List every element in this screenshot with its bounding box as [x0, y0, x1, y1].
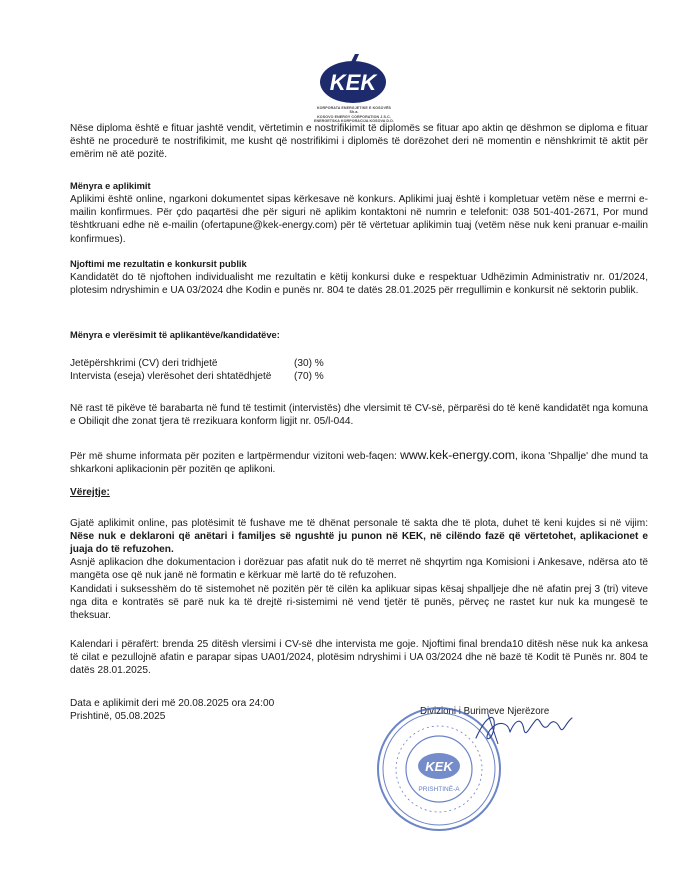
calendar-paragraph: Kalendari i përafërt: brenda 25 ditësh vlersimi i CV-së dhe intervista me goje. Njoftimi final brenda10 ditësh nëse nuk ka ankesa të cilat e pezullojnë afatin e parapar sipas UA01/2024, plotësim ndryshimi i UA 03/2024 dhe në bazë të Kodit të Punës nr. 804 te datës 28.01.2025. [70, 639, 648, 677]
notes-heading: Vërejtje: [70, 487, 110, 498]
criterion-label: Jetëpërshkrimi (CV) deri tridhjetë [70, 358, 218, 369]
logo-subtitle [312, 106, 396, 123]
signatory-title: Divizioni i Burimeve Njerëzore [420, 706, 550, 717]
application-paragraph: Aplikimi është online, ngarkoni dokumentet sipas kërkesave në konkurs. Aplikimi juaj është i kompletuar vetëm nëse e merrni e-mailin konfirmues. Për çdo paqartësi dhe për siguri në aplikim kontaktoni në numrin e telefonit: 038 501-401-2671, Por mund tështkruani edhe në e-mailin (ofertapune@kek-energy.com) për të vërtetuar aplikimin tuaj (vetëm nëse nuk keni pranuar e-mailin konfirmues). [70, 194, 648, 245]
info-text-before: Për më shume informata për poziten e lartpërmendur vizitoni web-faqen: [70, 451, 401, 462]
results-heading: Njoftimi me rezultatin e konkursit publik [70, 259, 247, 269]
stamp-city: PRISHTINË-A [418, 786, 460, 793]
logo-subtitle-line: KORPORATA ENERGJETIKE E KOSOVËS Sh.a. [316, 106, 392, 115]
criterion-percent: (70) % [294, 371, 324, 382]
criterion-percent: (30) % [294, 358, 324, 369]
notes-paragraph-2: Asnjë aplikacion dhe dokumentacion i dorëzuar pas afatit nuk do të merret në shqyrtim nga Komisioni i Ankesave, ndërsa ato të mangëta ose që nuk janë në formatin e kërkuar më lartë do të refuzohen. [70, 557, 648, 582]
kek-logo [318, 52, 388, 106]
criterion-row [70, 357, 370, 370]
logo-subtitle-line: KOSOVO ENERGY CORPORATION J.S.C. [317, 114, 391, 119]
signature [468, 708, 578, 753]
info-text-after: , ikona 'Shpallje' dhe mund ta shkarkoni aplikacionin për pozitën qe aplikoni. [70, 451, 649, 476]
info-paragraph [70, 449, 648, 476]
notes-paragraph-3: Kandidati i suksesshëm do të sistemohet në pozitën për të cilën ka aplikuar sipas kësaj shpalljeje dhe në afatin prej 3 (tri) viteve nga dita e kontratës së parë nuk ka të drejtë ri-sistemimi në vend tjetër të punës, përveç ne rastet kur nuk ka mungesë te theksuar. [70, 584, 648, 622]
application-heading: Mënyra e aplikimit [70, 181, 151, 191]
logo-subtitle-line: ENERGETSKA KORPORACIJA KOSOVA D.D. [313, 118, 394, 123]
evaluation-criteria [70, 357, 370, 383]
notes-paragraph-1 [70, 517, 648, 557]
results-paragraph: Kandidatët do të njoftohen individualisht me rezultatin e këtij konkursi duke e respektuar Udhëzimin Administrativ nr. 01/2024, plotesim ndryshimin e UA 03/2024 dhe Kodin e punës nr. 804 te datës 28.01.2025 për rregullimin e konkursit në sektorin publik. [70, 272, 648, 297]
tie-break-paragraph: Në rast të pikëve të barabarta në fund të testimit (intervistës) dhe vlersimit të CV-së, përparësi do të kenë kandidatët nga komuna e Obiliqit dhe zonat tjera të rrezikuara konform ligjit nr. 05/l-044. [70, 403, 648, 428]
evaluation-heading: Mënyra e vlerësimit të aplikantëve/kandidatëve: [70, 330, 280, 340]
criterion-label: Intervista (eseja) vlerësohet deri shtatëdhjetë [70, 371, 272, 382]
website-link[interactable]: www.kek-energy.com [400, 448, 515, 462]
notes-text: Gjatë aplikimit online, pas plotësimit të fushave me të dhënat personale të sakta dhe të plota, duhet të keni kujdes si në vijim: [70, 518, 648, 529]
diploma-paragraph: Nëse diploma është e fituar jashtë vendit, vërtetimin e nostrifikimit të diplomës se fituar apo aktin qe dëshmon se diploma e fituar është ne procedurë te nostrifikimit, me kusht që nostrifikimi i diplomës të dorëzohet deri në momentin e nënshkrimit të aktit për emërim në atë pozitë. [70, 123, 648, 161]
criterion-row [70, 370, 370, 383]
stamp-logo-text: KEK [425, 759, 453, 774]
logo-text: KEK [329, 70, 377, 95]
notes-warning: Nëse nuk e deklaroni që anëtari i familjes së ngushtë ju punon në KEK, në cilëndo fazë që vërtetohet, aplikacionet e juaja do të refuzohen. [70, 531, 648, 556]
place-date-text: Prishtinë, 05.08.2025 [70, 711, 166, 722]
deadline-text: Data e aplikimit deri më 20.08.2025 ora 24:00 [70, 698, 275, 709]
